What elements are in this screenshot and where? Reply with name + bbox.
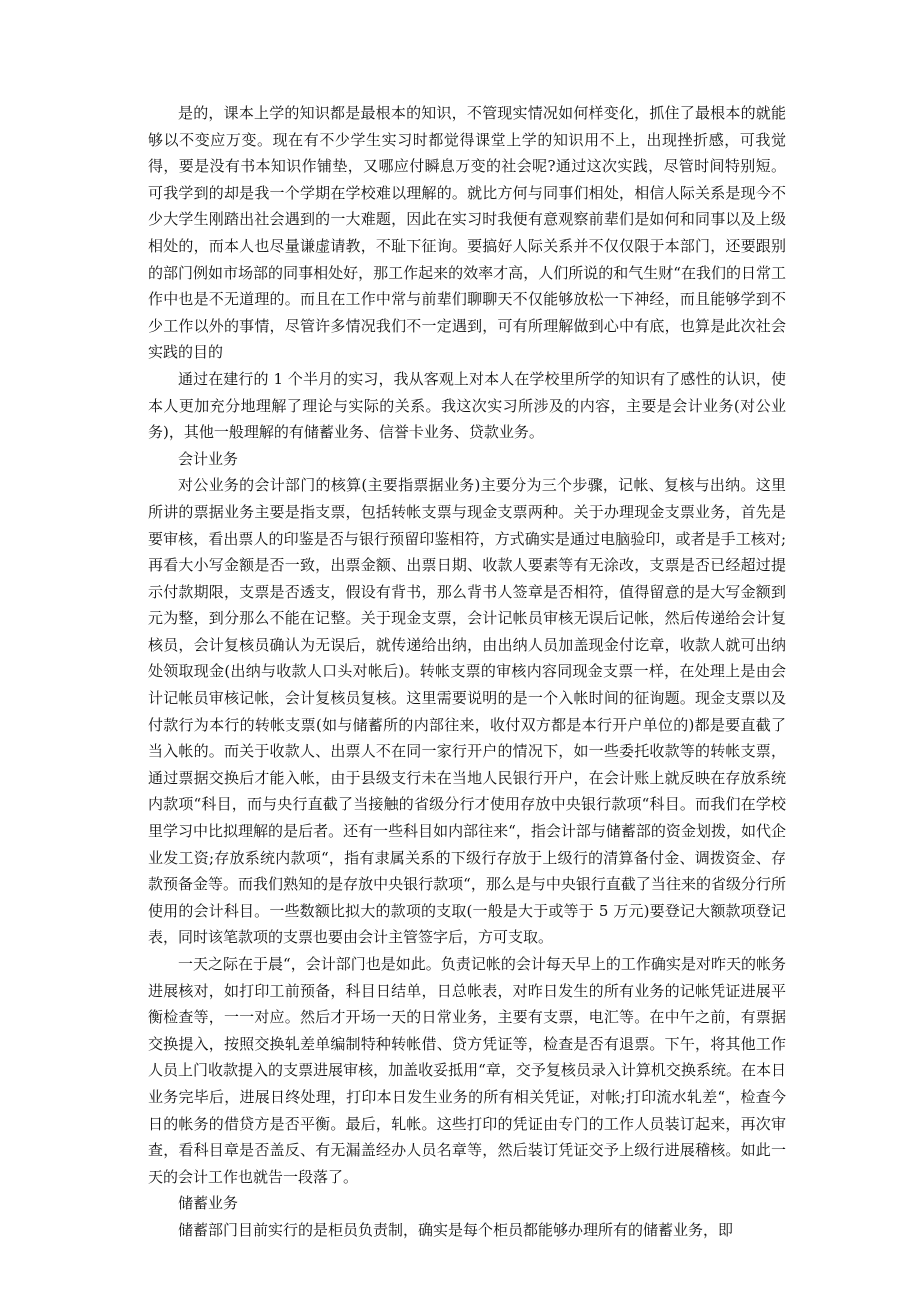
paragraph-accounting-daily-routine: 一天之际在于晨“，会计部门也是如此。负责记帐的会计每天早上的工作确实是对昨天的帐务进展核对，如打印工前预备，科目日结单，日总帐表，对昨日发生的所有业务的记帐凭证进展平衡检查等，一一对应。然后才开场一天的日常业务，主要有支票，电汇等。在中午之前，有票据交换提入，按照交换轧差单编制特种转帐借、贷方凭证等，检查是否有退票。下午，将其他工作人员上门收款提入的支票进展审核，加盖收妥抵用“章，交予复核员录入计算机交换系统。在本日业务完毕后，进展日终处理，打印本日发生业务的所有相关凭证，对帐;打印流水轧差“，检查今日的帐务的借贷方是否平衡。最后，轧帐。这些打印的凭证由专门的工作人员装订起来，再次审查，看科目章是否盖反、有无漏盖经办人员名章等，然后装订凭证交予上级行进展稽核。如此一天的会计工作也就告一段落了。: [148, 955, 786, 1186]
paragraph-internship-reflection: 是的，课本上学的知识都是最根本的知识，不管现实情况如何样变化，抓住了最根本的就能够以不变应万变。现在有不少学生实习时都觉得课堂上学的知识用不上，出现挫折感，可我觉得，要是没有书本知识作铺垫，又哪应付瞬息万变的社会呢?通过这次实践，尽管时间特别短。可我学到的却是我一个学期在学校难以理解的。就比方何与同事们相处，相信人际关系是现今不少大学生刚踏出社会遇到的一大难题，因此在实习时我便有意观察前辈们是如何和同事以及上级相处的，而本人也尽量谦虚请教，不耻下征询。要搞好人际关系并不仅仅限于本部门，还要跟别的部门例如市场部的同事相处好，那工作起来的效率才高，人们所说的和气生财“在我们的日常工作中也是不无道理的。而且在工作中常与前辈们聊聊天不仅能够放松一下神经，而且能够学到不少工作以外的事情，尽管许多情况我们不一定遇到，可有所理解做到心中有底，也算是此次社会实践的目的: [148, 104, 786, 362]
paragraph-accounting-checks: 对公业务的会计部门的核算(主要指票据业务)主要分为三个步骤，记帐、复核与出纳。这里所讲的票据业务主要是指支票，包括转帐支票与现金支票两种。关于办理现金支票业务，首先是要审核，看出票人的印鉴是否与银行预留印鉴相符，方式确实是通过电脑验印，或者是手工核对;再看大小写金额是否一致，出票金额、出票日期、收款人要素等有无涂改，支票是否已经超过提示付款期限，支票是否透支，假设有背书，那么背书人签章是否相符，值得留意的是大写金额到元为整，到分那么不能在记整。关于现金支票，会计记帐员审核无误后记帐，然后传递给会计复核员，会计复核员确认为无误后，就传递给出纳，由出纳人员加盖现金付讫章，收款人就可出纳处领取现金(出纳与收款人口头对帐后)。转帐支票的审核内容同现金支票一样，在处理上是由会计记帐员审核记帐，会计复核员复核。这里需要说明的是一个入帐时间的征询题。现金支票以及付款行为本行的转帐支票(如与储蓄所的内部往来，收付双方都是本行开户单位的)都是要直截了当入帐的。而关于收款人、出票人不在同一家行开户的情况下，如一些委托收款等的转帐支票，通过票据交换后才能入帐，由于县级支行未在当地人民银行开户，在会计账上就反映在存放系统内款项“科目，而与央行直截了当接触的省级分行才使用存放中央银行款项“科目。而我们在学校里学习中比拟理解的是后者。还有一些科目如内部往来“，指会计部与储蓄部的资金划拨，如代企业发工资;存放系统内款项“，指有隶属关系的下级行存放于上级行的清算备付金、调拨资金、存款预备金等。而我们熟知的是存放中央银行款项“，那么是与中央银行直截了当往来的省级分行所使用的会计科目。一些数额比拟大的款项的支取(一般是大于或等于 5 万元)要登记大额款项登记表，同时该笔款项的支票也要由会计主管签字后，方可支取。: [148, 476, 786, 947]
section-heading-savings: 储蓄业务: [178, 1194, 239, 1213]
paragraph-savings-intro: 储蓄部门目前实行的是柜员负责制，确实是每个柜员都能够办理所有的储蓄业务，即: [178, 1220, 734, 1239]
section-heading-accounting: 会计业务: [178, 449, 239, 468]
document-page: [148, 100, 786, 1244]
paragraph-internship-overview: 通过在建行的 1 个半月的实习，我从客观上对本人在学校里所学的知识有了感性的认识，使本人更加充分地理解了理论与实际的关系。我这次实习所涉及的内容，主要是会计业务(对公业务)，其他一般理解的有储蓄业务、信誉卡业务、贷款业务。: [148, 369, 786, 442]
